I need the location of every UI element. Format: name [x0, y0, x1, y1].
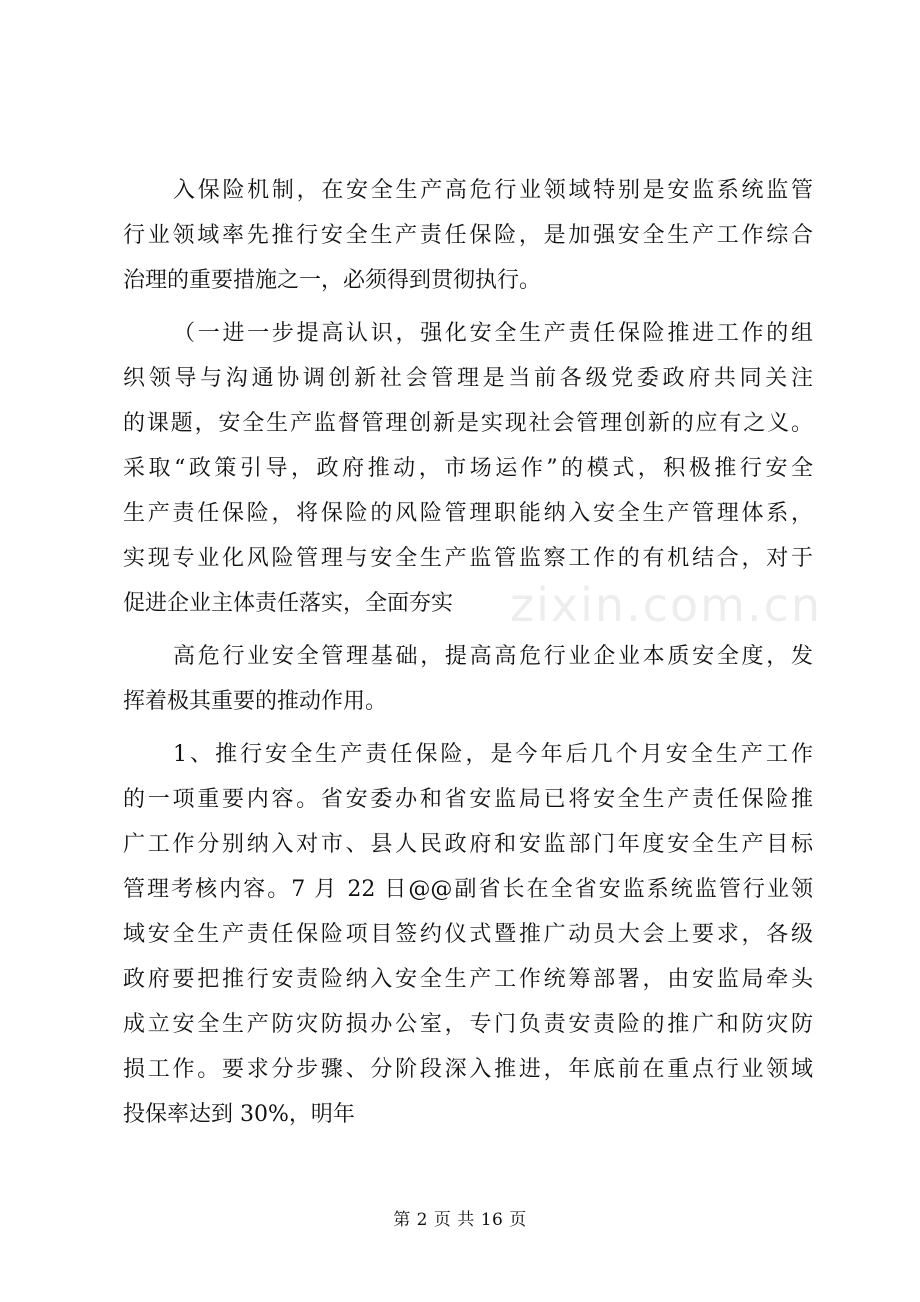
text-line: 管理考核内容。7 月 22 日@@副省长在全省安监系统监管行业领 — [123, 877, 813, 902]
page-footer: 第 2 页 共 16 页 — [393, 1210, 527, 1230]
text-line: 广工作分别纳入对市、县人民政府和安监部门年度安全生产目标 — [123, 832, 813, 857]
paragraph-4 — [123, 732, 813, 1137]
text-line: 采取“政策引导，政府推动，市场运作”的模式，积极推行安全 — [123, 456, 813, 481]
text-line: 的一项重要内容。省安委办和省安监局已将安全生产责任保险推 — [123, 787, 813, 812]
text-line: 成立安全生产防灾防损办公室，专门负责安责险的推广和防灾防 — [123, 1012, 813, 1037]
document-body — [123, 168, 813, 1137]
text-line: 行业领域率先推行安全生产责任保险，是加强安全生产工作综合 — [123, 223, 813, 248]
text-line: 实现专业化风险管理与安全生产监管监察工作的有机结合，对于 — [123, 546, 813, 571]
text-line: 1、推行安全生产责任保险，是今年后几个月安全生产工作 — [173, 742, 813, 767]
text-line: 的课题，安全生产监督管理创新是实现社会管理创新的应有之义。 — [123, 411, 813, 436]
text-line: 挥着极其重要的推动作用。 — [123, 689, 388, 714]
text-line: 促进企业主体责任落实，全面夯实 — [123, 591, 454, 616]
text-line: （一进一步提高认识，强化安全生产责任保险推进工作的组 — [173, 321, 813, 346]
paragraph-2 — [123, 311, 813, 626]
text-line: 损工作。要求分步骤、分阶段深入推进，年底前在重点行业领域 — [123, 1057, 813, 1082]
text-line: 生产责任保险，将保险的风险管理职能纳入安全生产管理体系， — [123, 501, 813, 526]
text-line: 域安全生产责任保险项目签约仪式暨推广动员大会上要求，各级 — [123, 922, 813, 947]
text-line: 治理的重要措施之一，必须得到贯彻执行。 — [123, 268, 542, 293]
text-line: 入保险机制，在安全生产高危行业领域特别是安监系统监管 — [173, 178, 813, 203]
text-line: 高危行业安全管理基础，提高高危行业企业本质安全度，发 — [173, 644, 813, 669]
paragraph-1 — [123, 168, 813, 303]
text-line: 投保率达到 30%，明年 — [123, 1102, 355, 1127]
text-line: 织领导与沟通协调创新社会管理是当前各级党委政府共同关注 — [123, 366, 813, 391]
text-line: 政府要把推行安责险纳入安全生产工作统筹部署，由安监局牵头 — [123, 967, 813, 992]
paragraph-3 — [123, 634, 813, 724]
watermark-logo: zixin.com.cn — [510, 578, 823, 632]
